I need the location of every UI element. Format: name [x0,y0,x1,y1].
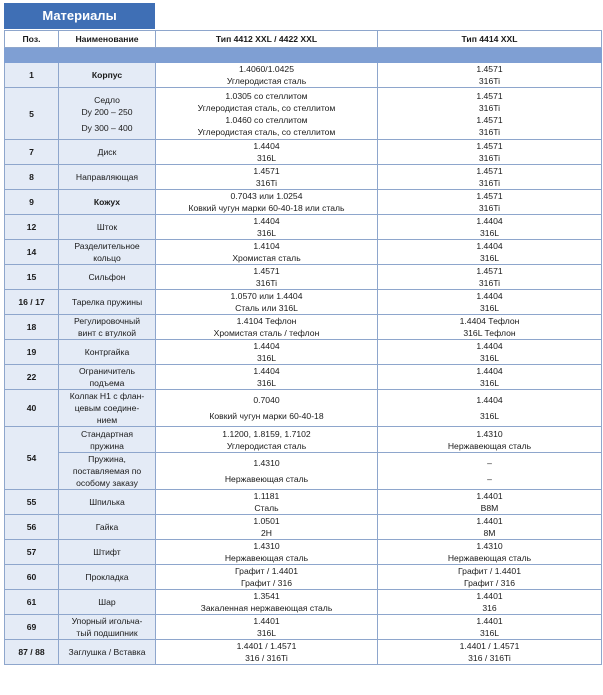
material-4414-cell [378,590,602,615]
material-4412-4422-cell [156,88,378,140]
position-cell: 15 [5,265,59,290]
material-4414-cell [378,265,602,290]
material-4412-4422-line: Сталь или 316L [235,303,298,313]
material-4412-4422-line: 1.0460 со стеллитом [225,114,308,125]
header-type-4412-4422: Тип 4412 XXL / 4422 XXL [156,31,378,48]
material-4414-line: 1.4310 [476,428,503,439]
position-cell: 56 [5,515,59,540]
material-4414-cell [378,515,602,540]
material-4412-4422-cell [156,265,378,290]
header-type-4414: Тип 4414 XXL [378,31,602,48]
material-4414-line: 316L [479,253,500,263]
position-cell: 19 [5,340,59,365]
blue-band [5,48,602,63]
part-name-cell [59,490,156,515]
material-4414-line: Нержавеющая сталь [447,440,532,451]
material-4412-4422-cell [156,165,378,190]
material-4414-line: 316L [479,411,500,421]
material-4414-line: 1.4571 [476,266,503,276]
material-4414-line: 316L Тефлон [463,328,516,338]
part-name-line: поставляемая по [72,466,142,476]
material-4412-4422-line: 0.7040 [253,395,280,405]
position-cell: 55 [5,490,59,515]
part-name-line: пружина [90,440,124,451]
material-4414-line: 1.4404 [476,216,503,226]
material-4414-line: Графит / 1.4401 [458,566,521,576]
part-name-line: Упорный игольча- [71,616,143,626]
part-name-cell [59,390,156,427]
material-4412-4422-cell [156,427,378,453]
material-4414-line: Нержавеющая сталь [447,553,532,563]
part-name-cell [59,590,156,615]
part-name-line: Пружина, [88,454,126,464]
part-name-line: Диск [97,147,117,157]
material-4412-4422-line: 1.4060/1.0425 [239,64,294,74]
position-cell: 22 [5,365,59,390]
material-4414-line: 1.4571 [476,64,503,74]
material-4412-4422-line: 316Ti [255,178,278,188]
material-4412-4422-line: 1.4104 Тефлон [236,316,297,326]
part-name-cell [59,365,156,390]
part-name-cell [59,63,156,88]
part-name-cell [59,140,156,165]
material-4412-4422-line: 1.4401 / 1.4571 [236,641,297,651]
material-4414-cell [378,340,602,365]
part-name-cell [59,215,156,240]
table-row [5,427,602,453]
table-row [5,290,602,315]
material-4414-line: 1.4401 / 1.4571 [459,641,520,651]
material-4412-4422-cell [156,365,378,390]
material-4412-4422-cell [156,615,378,640]
material-4412-4422-line: 2H [261,528,272,538]
part-name-line: Dy 200 – 250 [81,106,133,117]
material-4414-cell [378,315,602,340]
material-4412-4422-cell [156,515,378,540]
table-row [5,265,602,290]
part-name-line: Разделительное [74,241,140,251]
material-4412-4422-line: Сталь [254,503,279,513]
material-4414-line: 316 / 316Ti [468,653,511,663]
part-name-line: Регулировочный [73,316,140,326]
material-4412-4422-cell [156,240,378,265]
material-4412-4422-line: 316 / 316Ti [245,653,288,663]
material-4414-line: 1.4404 [476,291,503,301]
material-4412-4422-line: 1.1200, 1.8159, 1.7102 [222,428,311,439]
position-cell: 16 / 17 [5,290,59,315]
material-4412-4422-cell [156,340,378,365]
part-name-line: Шпилька [89,497,125,507]
part-name-line: Стандартная [80,428,134,439]
material-4412-4422-line: 316L [256,228,277,238]
material-4412-4422-line: 1.4104 [253,241,280,251]
table-row [5,390,602,427]
material-4412-4422-line: Ковкий чугун марки 60-40-18 или сталь [188,203,345,213]
table-row [5,140,602,165]
material-4414-cell [378,240,602,265]
table-row [5,453,602,490]
position-cell: 8 [5,165,59,190]
material-4412-4422-line: 1.4404 [253,366,280,376]
material-4414-line: B8M [480,503,499,513]
material-4412-4422-line: 1.1181 [253,491,280,501]
material-4414-line: 316Ti [478,203,501,213]
material-4414-line: 316L [479,378,500,388]
section-title: Материалы [4,3,155,29]
part-name-line: тый подшипник [76,628,138,638]
position-cell: 18 [5,315,59,340]
part-name-cell [59,88,156,140]
material-4414-cell [378,615,602,640]
material-4412-4422-line: Ковкий чугун марки 60-40-18 [209,411,324,421]
part-name-line: Контргайка [84,347,130,357]
header-name: Наименование [59,31,156,48]
part-name-line: Кожух [93,197,121,207]
material-4414-cell [378,490,602,515]
material-4414-line: 316Ti [478,76,501,86]
material-4412-4422-line: Углеродистая сталь, со стеллитом [197,102,336,113]
table-row [5,365,602,390]
material-4414-line: 316Ti [478,178,501,188]
position-cell: 14 [5,240,59,265]
position-cell: 9 [5,190,59,215]
table-row [5,515,602,540]
part-name-line: Ограничитель [78,366,136,376]
material-4414-cell [378,540,602,565]
material-4414-cell [378,290,602,315]
part-name-cell [59,340,156,365]
material-4414-line: – [487,474,492,484]
blue-band-row [5,48,602,63]
table-row [5,540,602,565]
part-name-line: Заглушка / Вставка [68,647,146,657]
position-cell: 54 [5,427,59,490]
part-name-line: Шар [98,597,116,607]
material-4412-4422-cell [156,190,378,215]
material-4414-line: 1.4571 [476,90,503,101]
part-name-cell [59,190,156,215]
material-4412-4422-line: 1.4310 [253,541,280,551]
header-row [5,31,602,48]
material-4414-cell [378,215,602,240]
material-4414-line: 316Ti [478,126,501,137]
material-4412-4422-line: 1.4404 [253,141,280,151]
material-4412-4422-cell [156,540,378,565]
material-4414-line: 316Ti [478,278,501,288]
material-4412-4422-cell [156,565,378,590]
material-4414-cell [378,63,602,88]
table-row [5,63,602,88]
table-row [5,565,602,590]
material-4414-line: 1.4571 [476,166,503,176]
position-cell: 60 [5,565,59,590]
part-name-line: Гайка [95,522,119,532]
material-4414-line: 1.4404 [476,395,503,405]
material-4414-line: Графит / 316 [463,578,516,588]
part-name-line: Прокладка [85,572,129,582]
material-4412-4422-line: Хромистая сталь [232,253,301,263]
material-4414-cell [378,565,602,590]
part-name-cell [59,565,156,590]
material-4412-4422-cell [156,315,378,340]
material-4412-4422-cell [156,390,378,427]
part-name-line: Сильфон [88,272,126,282]
material-4414-line: 1.4404 [476,366,503,376]
position-cell: 1 [5,63,59,88]
part-name-line: Седло [94,94,120,105]
part-name-line: Направляющая [75,172,139,182]
part-name-line: Шток [96,222,118,232]
position-cell: 87 / 88 [5,640,59,665]
material-4414-line: 316Ti [478,102,501,113]
material-4412-4422-line: 316L [256,353,277,363]
header-pos: Поз. [5,31,59,48]
material-4414-line: 1.4401 [476,616,503,626]
part-name-cell [59,640,156,665]
part-name-cell [59,240,156,265]
material-4412-4422-line: 1.4404 [253,341,280,351]
part-name-line: кольцо [93,253,121,263]
material-4414-cell [378,140,602,165]
part-name-line: подъема [89,378,125,388]
material-4412-4422-cell [156,290,378,315]
part-name-cell [59,540,156,565]
material-4412-4422-line: Углеродистая сталь [226,76,307,86]
material-4412-4422-line: 1.0305 со стеллитом [225,90,308,101]
material-4412-4422-cell [156,490,378,515]
part-name-cell [59,165,156,190]
material-4414-line: 316L [479,228,500,238]
part-name-cell [59,290,156,315]
table-row [5,615,602,640]
material-4412-4422-line: Закаленная нержавеющая сталь [200,603,333,613]
material-4414-cell [378,427,602,453]
material-4414-cell [378,453,602,490]
material-4414-cell [378,390,602,427]
material-4414-cell [378,365,602,390]
material-4412-4422-line: Графит / 1.4401 [235,566,298,576]
material-4414-line: 1.4571 [476,191,503,201]
material-4412-4422-cell [156,215,378,240]
material-4412-4422-line: Графит / 316 [240,578,293,588]
table-row [5,340,602,365]
material-4412-4422-line: Хромистая сталь / тефлон [213,328,320,338]
material-4412-4422-line: 1.0570 или 1.4404 [230,291,303,301]
material-4412-4422-line: 316L [256,378,277,388]
position-cell: 5 [5,88,59,140]
table-row [5,315,602,340]
table-row [5,490,602,515]
part-name-cell [59,515,156,540]
table-row [5,165,602,190]
part-name-line: цевым соедине- [74,403,140,413]
part-name-line: нием [96,415,118,425]
position-cell: 69 [5,615,59,640]
material-4412-4422-line: 1.4571 [253,266,280,276]
material-4412-4422-cell [156,140,378,165]
material-4414-line: 316L [479,628,500,638]
material-4412-4422-cell [156,453,378,490]
material-4414-line: – [487,458,492,468]
material-4412-4422-line: 316L [256,153,277,163]
part-name-line: Корпус [91,70,123,80]
table-row [5,88,602,140]
material-4414-line: 1.4404 Тефлон [459,316,520,326]
material-4414-line: 1.4401 [476,516,503,526]
part-name-line: Штифт [93,547,121,557]
material-4414-line: 1.4404 [476,241,503,251]
part-name-line: винт с втулкой [77,328,137,338]
material-4414-line: 1.4310 [476,541,503,551]
material-4414-line: 1.4571 [476,141,503,151]
material-4412-4422-line: 1.4404 [253,216,280,226]
position-cell: 7 [5,140,59,165]
material-4414-line: 316 [482,603,497,613]
material-4412-4422-line: 1.4571 [253,166,280,176]
part-name-line: Колпак Н1 с флан- [69,391,145,401]
table-row [5,240,602,265]
part-name-cell [59,615,156,640]
material-4414-line: 1.4404 [476,341,503,351]
material-4412-4422-line: Углеродистая сталь, со стеллитом [197,126,336,137]
part-name-cell [59,453,156,490]
material-4414-cell [378,165,602,190]
position-cell: 40 [5,390,59,427]
material-4414-cell [378,88,602,140]
position-cell: 12 [5,215,59,240]
material-4412-4422-line: Углеродистая сталь [226,440,307,451]
material-4414-line: 1.4401 [476,591,503,601]
part-name-cell [59,315,156,340]
table-row [5,215,602,240]
material-4412-4422-line: Нержавеющая сталь [224,474,309,484]
material-4412-4422-line: 1.4401 [253,616,280,626]
materials-table [4,30,602,665]
material-4414-line: 8M [483,528,496,538]
part-name-line: Dy 300 – 400 [81,122,133,133]
material-4412-4422-cell [156,640,378,665]
material-4414-line: 1.4401 [476,491,503,501]
position-cell: 61 [5,590,59,615]
material-4412-4422-cell [156,590,378,615]
part-name-cell [59,427,156,453]
part-name-line: особому заказу [76,478,138,488]
material-4414-line: 1.4571 [476,114,503,125]
table-row [5,190,602,215]
table-row [5,590,602,615]
material-4414-line: 316L [479,303,500,313]
part-name-cell [59,265,156,290]
material-4414-cell [378,190,602,215]
material-4412-4422-line: Нержавеющая сталь [224,553,309,563]
material-4414-cell [378,640,602,665]
table-row [5,640,602,665]
material-4412-4422-line: 0.7043 или 1.0254 [230,191,303,201]
material-4412-4422-line: 1.0501 [253,516,280,526]
material-4412-4422-line: 316Ti [255,278,278,288]
material-4412-4422-line: 1.3541 [253,591,280,601]
material-4412-4422-cell [156,63,378,88]
material-4414-line: 316Ti [478,153,501,163]
material-4412-4422-line: 316L [256,628,277,638]
material-4412-4422-line: 1.4310 [253,458,280,468]
material-4414-line: 316L [479,353,500,363]
part-name-line: Тарелка пружины [71,297,143,307]
position-cell: 57 [5,540,59,565]
